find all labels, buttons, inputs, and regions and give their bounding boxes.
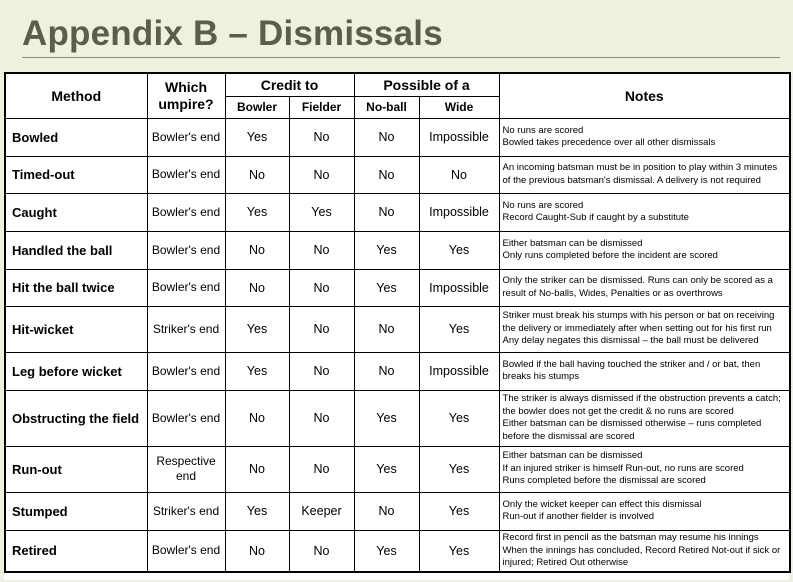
no-ball-cell: No [354, 193, 419, 231]
notes-cell [499, 269, 790, 306]
title-divider [22, 57, 780, 58]
wide-cell: Yes [419, 492, 499, 530]
method-cell: Handled the ball [5, 231, 147, 269]
umpire-cell: Bowler's end [147, 390, 225, 446]
header-bowler: Bowler [225, 96, 289, 118]
no-ball-cell: No [354, 306, 419, 352]
umpire-cell: Bowler's end [147, 156, 225, 193]
method-cell: Obstructing the field [5, 390, 147, 446]
header-credit-to: Credit to [225, 73, 354, 96]
note-line: Either batsman can be dismissed [502, 237, 643, 249]
umpire-cell: Bowler's end [147, 118, 225, 156]
wide-cell: Impossible [419, 118, 499, 156]
no-ball-cell: Yes [354, 231, 419, 269]
header-method: Method [5, 73, 147, 118]
method-cell: Hit-wicket [5, 306, 147, 352]
note-line: An incoming batsman must be in position to play within 3 minutes of the previous batsman's dismissal. A delivery is not required [502, 162, 778, 186]
method-cell: Leg before wicket [5, 352, 147, 390]
note-line: Record first in pencil as the batsman may resume his innings [502, 532, 759, 543]
wide-cell: Yes [419, 390, 499, 446]
method-cell: Bowled [5, 118, 147, 156]
umpire-cell: Respective end [147, 446, 225, 492]
credit-fielder-cell: Keeper [289, 492, 354, 530]
wide-cell: Yes [419, 231, 499, 269]
no-ball-cell: Yes [354, 446, 419, 492]
table-row [5, 492, 790, 530]
notes-cell [499, 193, 790, 231]
umpire-cell: Bowler's end [147, 269, 225, 306]
credit-bowler-cell: No [225, 231, 289, 269]
note-line: Record Caught-Sub if caught by a substitute [502, 212, 689, 223]
notes-cell [499, 492, 790, 530]
table-row [5, 118, 790, 156]
credit-fielder-cell: No [289, 530, 354, 572]
notes-cell [499, 231, 790, 269]
wide-cell: Impossible [419, 269, 499, 306]
umpire-cell: Bowler's end [147, 530, 225, 572]
credit-fielder-cell: No [289, 446, 354, 492]
notes-cell [499, 156, 790, 193]
header-wide: Wide [419, 96, 499, 118]
note-line: Either batsman can be dismissed otherwise – runs completed before the dismissal are scored [502, 418, 762, 442]
umpire-cell: Bowler's end [147, 193, 225, 231]
wide-cell: Yes [419, 530, 499, 572]
wide-cell: No [419, 156, 499, 193]
table-row [5, 352, 790, 390]
notes-cell [499, 390, 790, 446]
table-row [5, 446, 790, 492]
credit-fielder-cell: Yes [289, 193, 354, 231]
note-line: Only the striker can be dismissed. Runs can only be scored as a result of No-balls, Wides, Penalties or as overthrows [502, 275, 773, 299]
credit-bowler-cell: Yes [225, 306, 289, 352]
note-line: Runs completed before the dismissal are scored [502, 475, 706, 487]
credit-bowler-cell: No [225, 156, 289, 193]
notes-cell [499, 530, 790, 572]
header-row-top [5, 73, 790, 96]
table-row [5, 530, 790, 572]
notes-cell [499, 118, 790, 156]
dismissals-table-container [4, 72, 789, 580]
note-line: Run-out if another fielder is involved [502, 511, 655, 522]
method-cell: Retired [5, 530, 147, 572]
header-fielder: Fielder [289, 96, 354, 118]
credit-fielder-cell: No [289, 390, 354, 446]
table-row [5, 269, 790, 306]
credit-bowler-cell: Yes [225, 193, 289, 231]
header-umpire: Which umpire? [147, 73, 225, 118]
note-line: When the innings has concluded, Record Retired Not-out if sick or injured; Retired Out otherwise [502, 544, 781, 568]
wide-cell: Yes [419, 446, 499, 492]
note-line: Only runs completed before the incident are scored [502, 250, 718, 261]
umpire-cell: Bowler's end [147, 231, 225, 269]
dismissals-table [4, 72, 791, 573]
note-line: Bowled takes precedence over all other dismissals [502, 137, 716, 148]
no-ball-cell: Yes [354, 390, 419, 446]
note-line: The striker is always dismissed if the obstruction prevents a catch; the bowler does not get the credit & no runs are scored [502, 393, 781, 417]
note-line: No runs are scored [502, 199, 584, 211]
credit-bowler-cell: No [225, 269, 289, 306]
credit-fielder-cell: No [289, 118, 354, 156]
method-cell: Hit the ball twice [5, 269, 147, 306]
note-line: If an injured striker is himself Run-out, no runs are scored [502, 462, 744, 474]
credit-bowler-cell: No [225, 390, 289, 446]
umpire-cell: Bowler's end [147, 352, 225, 390]
umpire-cell: Striker's end [147, 306, 225, 352]
credit-fielder-cell: No [289, 352, 354, 390]
notes-cell [499, 352, 790, 390]
credit-bowler-cell: Yes [225, 118, 289, 156]
note-line: Only the wicket keeper can effect this dismissal [502, 498, 702, 510]
no-ball-cell: Yes [354, 530, 419, 572]
notes-cell [499, 446, 790, 492]
method-cell: Stumped [5, 492, 147, 530]
table-row [5, 306, 790, 352]
method-cell: Timed-out [5, 156, 147, 193]
method-cell: Caught [5, 193, 147, 231]
header-notes: Notes [499, 73, 790, 118]
no-ball-cell: Yes [354, 269, 419, 306]
credit-bowler-cell: No [225, 530, 289, 572]
credit-fielder-cell: No [289, 231, 354, 269]
table-row [5, 193, 790, 231]
header-no-ball: No-ball [354, 96, 419, 118]
wide-cell: Impossible [419, 352, 499, 390]
note-line: Any delay negates this dismissal – the ball must be delivered [502, 335, 759, 347]
credit-bowler-cell: Yes [225, 492, 289, 530]
no-ball-cell: No [354, 118, 419, 156]
credit-fielder-cell: No [289, 156, 354, 193]
credit-fielder-cell: No [289, 306, 354, 352]
note-line: Striker must break his stumps with his person or bat on receiving the delivery or immediately after when setting out for his first run [502, 310, 775, 334]
umpire-cell: Striker's end [147, 492, 225, 530]
note-line: Either batsman can be dismissed [502, 450, 643, 462]
wide-cell: Yes [419, 306, 499, 352]
table-body [5, 118, 790, 572]
header-possible-of-a: Possible of a [354, 73, 499, 96]
table-row [5, 390, 790, 446]
wide-cell: Impossible [419, 193, 499, 231]
credit-bowler-cell: No [225, 446, 289, 492]
no-ball-cell: No [354, 352, 419, 390]
note-line: No runs are scored [502, 124, 584, 136]
table-row [5, 156, 790, 193]
table-row [5, 231, 790, 269]
no-ball-cell: No [354, 156, 419, 193]
credit-bowler-cell: Yes [225, 352, 289, 390]
note-line: Bowled if the ball having touched the striker and / or bat, then breaks his stumps [502, 358, 761, 382]
notes-cell [499, 306, 790, 352]
no-ball-cell: No [354, 492, 419, 530]
method-cell: Run-out [5, 446, 147, 492]
page-title: Appendix B – Dismissals [22, 14, 443, 53]
credit-fielder-cell: No [289, 269, 354, 306]
